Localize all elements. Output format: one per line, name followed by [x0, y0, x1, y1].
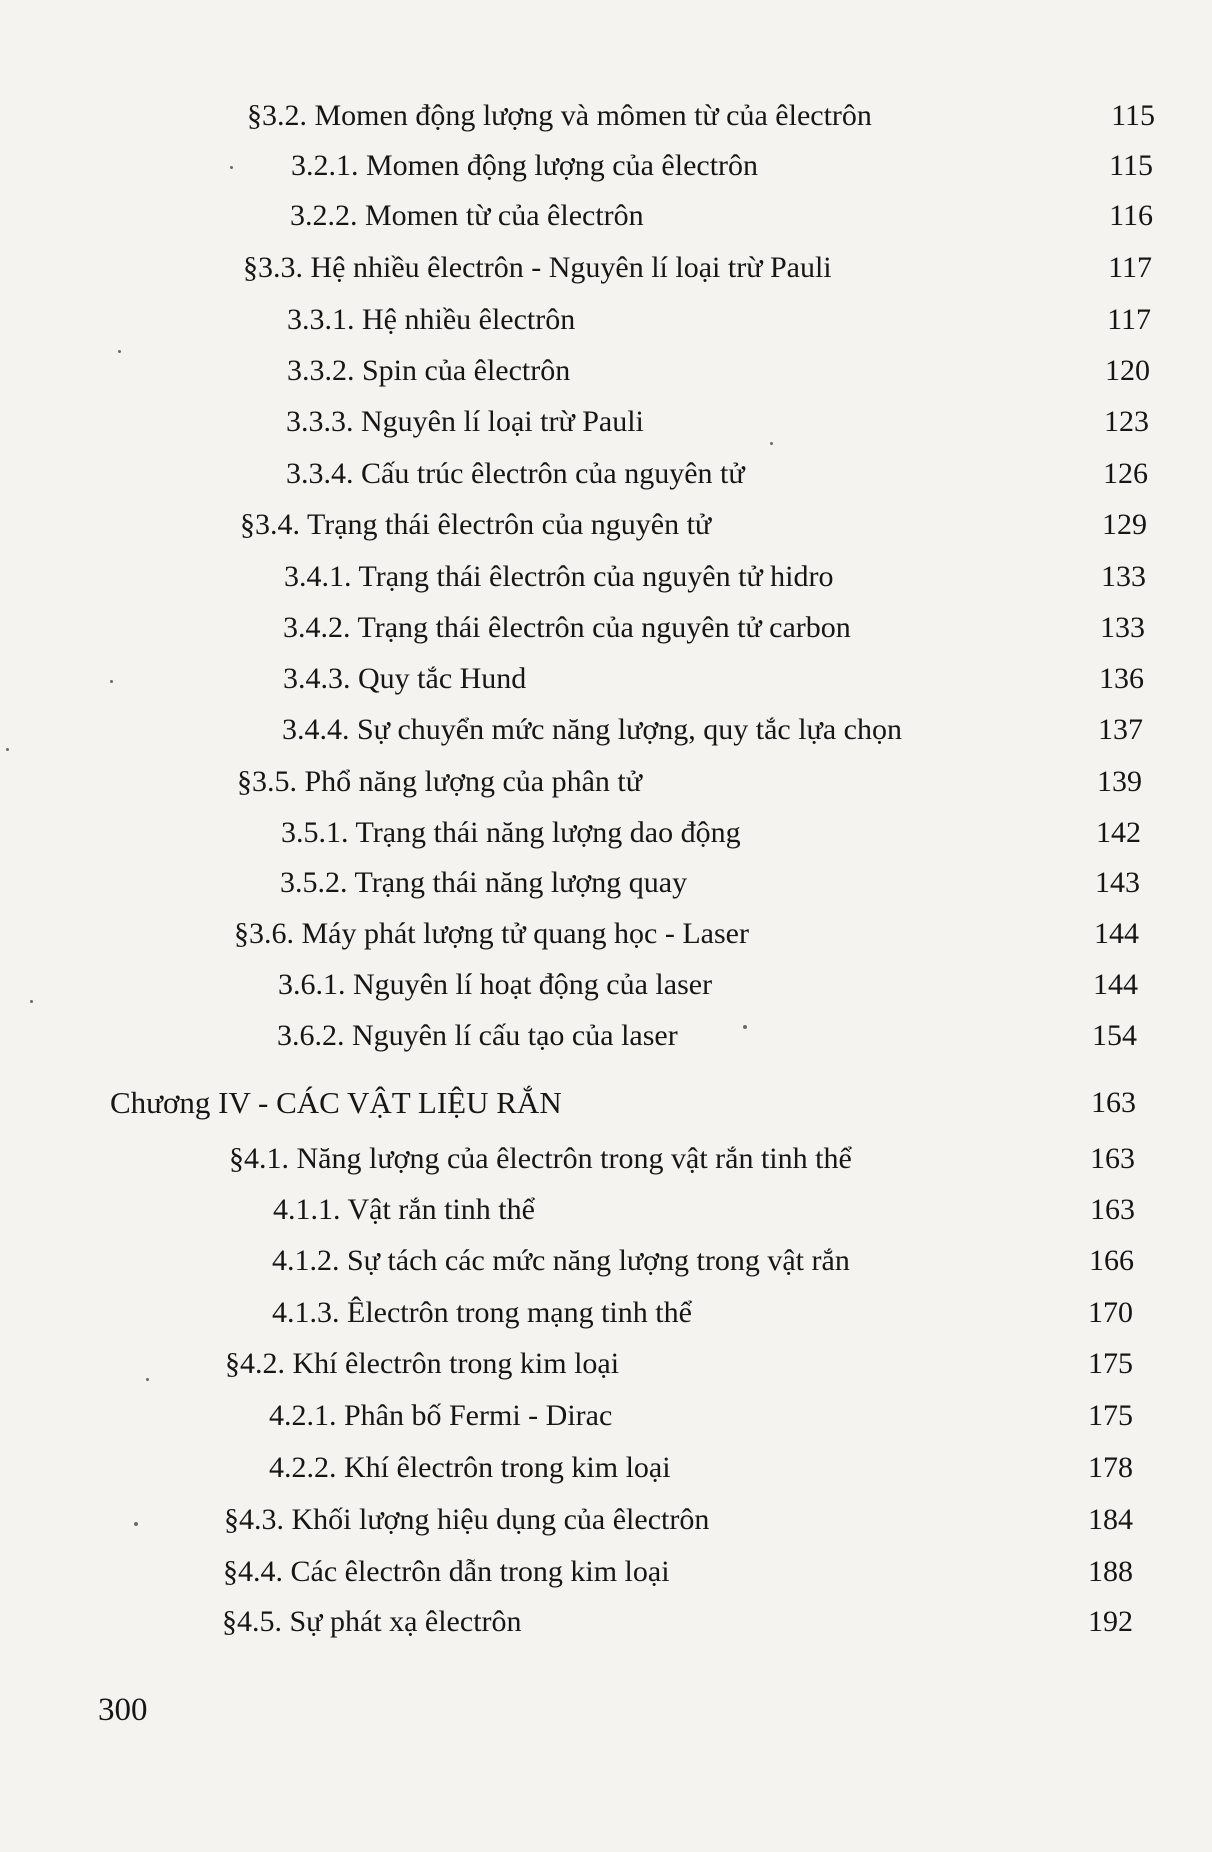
- toc-entry-title: 4.2.2. Khí êlectrôn trong kim loại: [269, 1451, 671, 1484]
- toc-entry-title: §4.1. Năng lượng của êlectrôn trong vật rắn tinh thể: [229, 1142, 852, 1175]
- toc-entry-title: 3.3.1. Hệ nhiều êlectrôn: [287, 303, 576, 336]
- toc-entry-page: 163: [1091, 1086, 1136, 1119]
- toc-entry-page: 137: [1098, 713, 1143, 746]
- toc-entry-title: 3.2.2. Momen từ của êlectrôn: [290, 199, 644, 232]
- toc-entry-title: 3.5.2. Trạng thái năng lượng quay: [280, 866, 688, 899]
- toc-entry: [0, 659, 1212, 709]
- toc-entry-page: 143: [1095, 866, 1140, 899]
- toc-entry-page: 139: [1097, 765, 1142, 798]
- toc-entry: [0, 248, 1212, 298]
- toc-entry-page: 117: [1107, 303, 1151, 336]
- toc-entry-title: 3.3.4. Cấu trúc êlectrôn của nguyên tử: [286, 457, 745, 490]
- toc-entry-title: 4.2.1. Phân bố Fermi - Dirac: [269, 1399, 613, 1432]
- toc-entry-title: §3.4. Trạng thái êlectrôn của nguyên tử: [240, 508, 712, 541]
- toc-entry: [0, 196, 1212, 246]
- toc-entry-title: §4.2. Khí êlectrôn trong kim loại: [225, 1347, 620, 1380]
- toc-entry: [0, 762, 1212, 812]
- toc-entry-page: 115: [1109, 149, 1153, 182]
- toc-entry-title: 3.4.3. Quy tắc Hund: [283, 662, 527, 695]
- toc-entry-page: 129: [1102, 508, 1147, 541]
- toc-entry-title: §3.3. Hệ nhiều êlectrôn - Nguyên lí loại trừ Pauli: [243, 251, 832, 284]
- toc-entry-page: 163: [1090, 1193, 1135, 1226]
- toc-entry-title: §3.2. Momen động lượng và mômen từ của êlectrôn: [247, 99, 872, 132]
- scan-speck: [118, 350, 121, 353]
- scan-speck: [30, 1000, 33, 1003]
- toc-chapter-title: Chương IV - CÁC VẬT LIỆU RẮN: [110, 1085, 562, 1120]
- scan-speck: [146, 1378, 149, 1381]
- toc-entry: [0, 1500, 1212, 1550]
- toc-entry: [0, 96, 1212, 146]
- toc-entry-title: 3.3.2. Spin của êlectrôn: [287, 354, 571, 387]
- toc-entry-page: 133: [1100, 611, 1145, 644]
- toc-entry-page: 123: [1104, 405, 1149, 438]
- toc-entry: [0, 1552, 1212, 1602]
- toc-entry: [0, 1448, 1212, 1498]
- toc-entry-page: 136: [1099, 662, 1144, 695]
- toc-entry: [0, 1016, 1212, 1066]
- page-number: 300: [98, 1692, 148, 1728]
- toc-entry-page: 166: [1089, 1244, 1134, 1277]
- toc-entry-page: 133: [1101, 560, 1146, 593]
- toc-entry-title: §3.5. Phổ năng lượng của phân tử: [237, 765, 642, 798]
- scan-speck: [6, 748, 9, 751]
- toc-entry-page: 184: [1088, 1503, 1133, 1536]
- toc-entry-title: 3.2.1. Momen động lượng của êlectrôn: [291, 149, 759, 182]
- toc-entry-title: §4.4. Các êlectrôn dẫn trong kim loại: [223, 1555, 670, 1588]
- toc-entry-title: 3.4.1. Trạng thái êlectrôn của nguyên tử hidro: [284, 560, 834, 593]
- toc-entry-title: 4.1.2. Sự tách các mức năng lượng trong vật rắn: [272, 1244, 850, 1277]
- scan-speck: [110, 680, 113, 683]
- toc-entry: [0, 1602, 1212, 1652]
- toc-entry-page: 188: [1088, 1555, 1133, 1588]
- toc-entry-page: 115: [1111, 99, 1155, 132]
- toc-entry: [0, 608, 1212, 658]
- scan-speck: [134, 1522, 138, 1526]
- toc-entry: [0, 557, 1212, 607]
- scan-speck: [743, 1025, 747, 1029]
- toc-entry: [0, 505, 1212, 555]
- toc-entry-page: 175: [1088, 1399, 1133, 1432]
- toc-entry-page: 163: [1090, 1142, 1135, 1175]
- toc-entry-page: 170: [1088, 1296, 1133, 1329]
- toc-entry-page: 142: [1096, 816, 1141, 849]
- toc-entry: [0, 1190, 1212, 1240]
- toc-entry-page: 117: [1108, 251, 1152, 284]
- toc-entry: [0, 1139, 1212, 1189]
- toc-entry: [0, 1293, 1212, 1343]
- toc-entry-title: 3.4.2. Trạng thái êlectrôn của nguyên tử carbon: [283, 611, 851, 644]
- toc-entry-title: §4.3. Khối lượng hiệu dụng của êlectrôn: [224, 1503, 710, 1536]
- toc-entry: [0, 863, 1212, 913]
- scan-speck: [770, 442, 773, 445]
- toc-entry: [0, 351, 1212, 401]
- toc-entry-page: 175: [1088, 1347, 1133, 1380]
- toc-entry-title: 3.6.2. Nguyên lí cấu tạo của laser: [277, 1019, 678, 1052]
- toc-entry-page: 192: [1088, 1605, 1133, 1638]
- toc-entry: [0, 1344, 1212, 1394]
- toc-entry-page: 178: [1088, 1451, 1133, 1484]
- toc-entry: [0, 454, 1212, 504]
- toc-chapter-entry: [0, 1083, 1212, 1133]
- toc-entry-title: §3.6. Máy phát lượng tử quang học - Laser: [234, 917, 749, 950]
- toc-entry-title: 3.6.1. Nguyên lí hoạt động của laser: [278, 968, 713, 1001]
- toc-entry-title: 3.3.3. Nguyên lí loại trừ Pauli: [286, 405, 644, 438]
- toc-entry: [0, 813, 1212, 863]
- toc-entry: [0, 965, 1212, 1015]
- toc-entry-page: 144: [1093, 968, 1138, 1001]
- toc-entry-page: 120: [1105, 354, 1150, 387]
- toc-entry: [0, 300, 1212, 350]
- toc-entry-title: 3.4.4. Sự chuyển mức năng lượng, quy tắc lựa chọn: [282, 713, 902, 746]
- toc-entry-title: 4.1.1. Vật rắn tinh thể: [273, 1193, 535, 1226]
- toc-entry-page: 154: [1092, 1019, 1137, 1052]
- toc-entry-page: 126: [1103, 457, 1148, 490]
- toc-entry-title: 4.1.3. Êlectrôn trong mạng tinh thể: [272, 1296, 692, 1329]
- toc-entry: [0, 1241, 1212, 1291]
- toc-entry: [0, 914, 1212, 964]
- toc-entry-title: 3.5.1. Trạng thái năng lượng dao động: [281, 816, 741, 849]
- toc-entry: [0, 710, 1212, 760]
- toc-entry: [0, 1396, 1212, 1446]
- scan-speck: [230, 166, 233, 169]
- toc-entry: [0, 146, 1212, 196]
- toc-entry-title: §4.5. Sự phát xạ êlectrôn: [222, 1605, 522, 1638]
- toc-entry: [0, 402, 1212, 452]
- toc-entry-page: 144: [1094, 917, 1139, 950]
- toc-entry-page: 116: [1109, 199, 1153, 232]
